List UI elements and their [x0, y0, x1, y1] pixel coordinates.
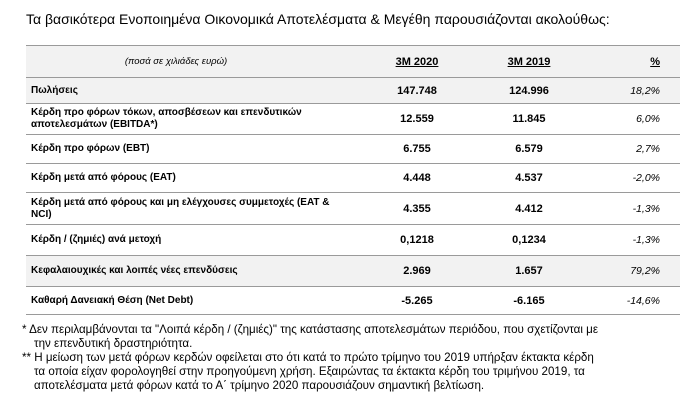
value-3m-2020: -5.265 [401, 294, 433, 307]
column-header-3m-2019: 3M 2019 [507, 55, 551, 68]
table-row [26, 225, 680, 256]
financial-results-table [26, 45, 680, 315]
percent-change: -14,6% [626, 294, 660, 307]
value-3m-2019: 4.537 [515, 172, 543, 184]
value-3m-2019: 6.579 [515, 143, 543, 155]
percent-change: 6,0% [636, 113, 660, 125]
footnote-eat-continued: αποτελέσματα μετά φόρων κατά το Α΄ τρίμηνο 2020 παρουσιάζουν σημαντική βελτίωση. [34, 379, 485, 392]
value-3m-2020: 0,1218 [400, 234, 434, 246]
row-label: Κέρδη προ φόρων (EBT) [31, 143, 150, 154]
intro-text: Τα βασικότερα Ενοποιημένα Οικονομικά Αποτελέσματα & Μεγέθη παρουσιάζονται ακολούθως: [26, 11, 610, 27]
footnote-ebitda: * Δεν περιλαμβάνονται τα "Λοιπά κέρδη / (ζημιές)" της κατάστασης αποτελεσμάτων περιόδου, που σχετίζονται με [22, 323, 599, 336]
percent-change: -1,3% [632, 234, 660, 246]
footnote-eat-continued: τα οποία είχαν φορολογηθεί στην προηγούμενη χρήση. Εξαιρώντας τα έκτακτα κέρδη του τριμήνου 2019, τα [34, 365, 585, 378]
table-row [26, 104, 680, 135]
table-row [26, 287, 680, 315]
value-3m-2020: 12.559 [400, 113, 434, 125]
footnote-eat: ** Η μείωση των μετά φόρων κερδών οφείλεται στο ότι κατά το πρώτο τρίμηνο του 2019 υπήρξαν έκτακτα κέρδη [22, 351, 594, 364]
percent-change: 2,7% [636, 143, 660, 155]
value-3m-2020: 2.969 [403, 265, 431, 277]
value-3m-2020: 4.448 [403, 172, 431, 184]
footnote-ebitda-continued: την επενδυτική δραστηριότητα. [34, 337, 193, 350]
table-row [26, 164, 680, 193]
table-row [26, 193, 680, 225]
footnotes [22, 323, 682, 393]
value-3m-2019: 0,1234 [512, 234, 546, 246]
percent-change: 79,2% [630, 265, 660, 277]
value-3m-2019: 124.996 [509, 84, 549, 97]
row-label: Καθαρή Δανειακή Θέση (Net Debt) [31, 294, 194, 306]
table-row [26, 135, 680, 164]
value-3m-2019: 4.412 [515, 202, 543, 215]
value-3m-2019: 1.657 [515, 265, 543, 277]
value-3m-2020: 6.755 [403, 143, 431, 155]
value-3m-2019: 11.845 [512, 113, 546, 125]
row-label: Κέρδη μετά από φόρους (EAT) [31, 172, 176, 183]
column-header-percent: % [650, 55, 660, 68]
value-3m-2019: -6.165 [513, 294, 545, 307]
row-label: Κέρδη μετά από φόρους και μη ελέγχουσες συμμετοχές (EAT & NCI) [31, 196, 330, 220]
row-label: Πωλήσεις [31, 84, 78, 96]
table-header [26, 46, 680, 78]
column-header-3m-2020: 3M 2020 [395, 55, 439, 68]
unit-note: (ποσά σε χιλιάδες ευρώ) [124, 55, 228, 67]
percent-change: 18,2% [630, 84, 660, 97]
row-label: Κέρδη / (ζημιές) ανά μετοχή [31, 234, 162, 245]
value-3m-2020: 4.355 [403, 202, 431, 215]
table-row [26, 78, 680, 104]
row-label: Κέρδη προ φόρων τόκων, αποσβέσεων και επενδυτικών αποτελεσμάτων (EBITDA*) [31, 107, 302, 130]
table-row [26, 256, 680, 287]
row-label: Κεφαλαιουχικές και λοιπές νέες επενδύσεις [31, 265, 238, 276]
percent-change: -2,0% [632, 172, 660, 184]
value-3m-2020: 147.748 [397, 84, 437, 97]
percent-change: -1,3% [632, 202, 660, 215]
